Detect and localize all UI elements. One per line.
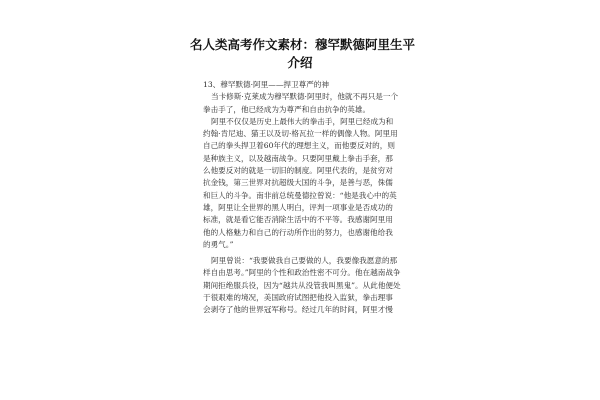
paragraph-2: [203, 116, 403, 251]
title-line-1: 名人类高考作文素材：穆罕默德阿里生平: [190, 37, 416, 52]
paragraph-3: [203, 255, 403, 316]
title-line-2: 介绍: [287, 55, 313, 70]
paragraph-line: 么他要反对的就是一切旧的制度。阿里代表的，是贫穷对: [203, 166, 393, 176]
paragraph-line: 自己的拳头捍卫着60年代的理想主义，而他要反对的，则: [203, 141, 395, 151]
paragraph-line: 约翰·肯尼迪、猫王以及切·格瓦拉一样的偶像人物。阿里用: [203, 129, 398, 139]
paragraph-line: 的勇气。”: [203, 239, 234, 249]
paragraph-line: 雄，阿里让全世界的黑人明白，评判一项事业是否成功的: [203, 202, 393, 212]
paragraph-line: 他的人格魅力和自己的行动所作出的努力，也感谢他给我: [203, 227, 393, 237]
paragraph-line: 拳击手了，他已经成为为尊严和自由抗争的英雄。: [203, 104, 371, 114]
paragraph-line: 是种族主义，以及越南战争。只要阿里戴上拳击手套，那: [203, 153, 393, 163]
paragraph-line: 于很艰难的境况，美国政府试图把他投入监狱，拳击理事: [203, 293, 393, 303]
paragraph-line: 期间拒绝服兵役，因为“越共从没管我叫黑鬼”。从此他便处: [203, 280, 401, 290]
paragraph-line: 当卡修斯·克莱成为穆罕默德·阿里时，他就不再只是一个: [211, 92, 399, 102]
document-title: [190, 36, 416, 72]
section-heading: 13、穆罕默德·阿里——捍卫尊严的神: [203, 80, 329, 89]
document-body: [203, 79, 403, 317]
paragraph-line: 阿里曾说：“我要做我自己要做的人，我要像我愿意的那: [211, 256, 398, 266]
paragraph-line: 会剥夺了他的世界冠军称号。经过几年的时间，阿里才慢: [203, 305, 393, 315]
paragraph-line: 抗金钱，第三世界对抗超级大国的斗争，是善与恶，侏儒: [203, 178, 393, 188]
paragraph-line: 阿里不仅仅是历史上最伟大的拳击手，阿里已经成为和: [211, 116, 394, 126]
paragraph-line: 标准，就是看它能否消除生活中的不平等。我感谢阿里用: [203, 215, 393, 225]
paragraph-line: 和巨人的斗争。南非前总统曼德拉曾说：“他是我心中的英: [203, 190, 397, 200]
paragraph-line: 样自由思考。”阿里的个性和政治性密不可分。他在越南战争: [203, 268, 401, 278]
paragraph-1: [203, 91, 403, 116]
